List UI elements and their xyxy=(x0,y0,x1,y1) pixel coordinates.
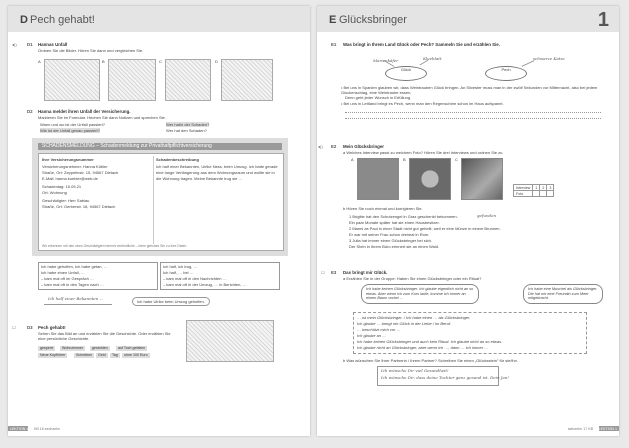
d3-tag-7: Geld xyxy=(98,353,106,357)
exercise-e1-label: E1 xyxy=(331,42,337,47)
exercise-d3-label: D3 xyxy=(27,325,33,330)
table-head-2: 2 xyxy=(540,185,547,191)
pic-label-a: A xyxy=(38,59,41,64)
wish-handwriting-2: Ich wünsche Dir, dass deine Tochter ganz gesund ist. Dein Jan! xyxy=(381,375,509,380)
form-field-insurance-number: Ihre Versicherungsnummer xyxy=(42,157,94,162)
table-row-foto: Foto xyxy=(514,191,533,197)
exercise-d2-heading: Hanna meldet ihren Unfall der Versicherung. xyxy=(38,109,131,114)
photo-c-coin-fountain xyxy=(461,158,503,200)
e2-task-b: b Hören Sie noch einmal und korrigieren Sie. xyxy=(343,206,423,211)
comic-picture-a xyxy=(44,59,100,101)
form-description-text: Ich half einer Bekannten, Ulrike Ness, beim Umzug. Ich hatte gerade eine lange Verlängerung aus dem Wohnungsraum und wollte sie in die Wohnung tragen. Meine Bekannte trug sie … xyxy=(156,164,278,181)
left-footer-page: KB 16 sechzehn xyxy=(34,427,61,431)
d3-tag-9: ohne 100 Euro xyxy=(124,353,148,357)
d2-option-d: Wer hat den Schaden? xyxy=(166,128,207,133)
comic-picture-b xyxy=(108,59,156,101)
d3-tag-3: gestohlen xyxy=(92,346,108,350)
book-spread xyxy=(8,6,621,440)
e3-phrase-5: Ich habe keinen Glücksbringer und auch kein Ritual. Ich glaube nicht an so etwas. xyxy=(357,339,503,344)
exercise-d1-heading: Hannas Unfall xyxy=(38,42,68,47)
pic-label-c: C xyxy=(159,59,162,64)
mindmap-bubble-bad-luck-label: Pech xyxy=(501,67,511,72)
phrase-left-4: – kam mal oft in den Tagen nach … xyxy=(41,282,104,287)
form-description-heading: Schadenbeschreibung xyxy=(156,157,199,162)
phrase-right-3: – kam mal oft in den Nachrichten … xyxy=(163,276,227,281)
speaking-icon: ☐ xyxy=(321,270,325,275)
photo-label-a: A xyxy=(351,157,354,162)
table-cell-answer[interactable] xyxy=(547,191,554,197)
exercise-d1-instruction: Ordnen Sie die Bilder. Hören Sie dann und vergleichen Sie. xyxy=(38,48,144,53)
exercise-d1-label: D1 xyxy=(27,42,33,47)
exercise-e2-label: E2 xyxy=(331,144,337,149)
e3-phrase-3: … beschützt mich vor … xyxy=(357,327,401,332)
table-cell-answer[interactable] xyxy=(540,191,547,197)
example-answer-box: Ich habe Ulrike beim Umzug geholfen. xyxy=(132,297,210,306)
exercise-e3-label: E3 xyxy=(331,270,337,275)
form-field-injured-party: Geschädigter: Herr Sabiau xyxy=(42,198,90,203)
left-footer-section: LEKTION 1 xyxy=(10,427,29,431)
left-page-header xyxy=(8,6,310,32)
writing-line xyxy=(345,118,601,119)
form-field-policyholder: Versicherungsnehmer: Hanna Kübler xyxy=(42,164,108,169)
e2-statement-5: 3 Julia hat immer einen Glücksbringer bei sich. xyxy=(349,238,432,243)
phrase-right-1: Ich half, ich trug, … xyxy=(163,264,198,269)
e2-statement-3: 2 Manni as Paul in einer Stadt nicht gut geheilt, weil er eine Münze in einem Brunnen. xyxy=(349,226,501,231)
e1-bullet-2: • Bei uns in Lettland bringt es Pech, wenn man den Regenschirm schon im Haus aufspannt. xyxy=(341,101,504,106)
d3-tag-8: Tag xyxy=(112,353,118,357)
right-page-header xyxy=(317,6,619,32)
form-field-date: Schadentag: 15.05.21 xyxy=(42,184,82,189)
d2-option-b: Wie ist der Unfall genau passiert? xyxy=(40,128,100,133)
writing-line xyxy=(345,112,601,113)
handwriting-example: Ich half einer Bekannten … xyxy=(48,296,104,301)
comic-picture-d xyxy=(221,59,273,101)
e3-phrase-6: Ich glaube nicht an Glücksbringer, aber wenn ich …, dann … ich immer … xyxy=(357,345,489,350)
e3-task-a: a Erzählen Sie in der Gruppe: Haben Sie einen Glücksbringer oder ein Ritual? xyxy=(343,276,482,281)
d3-tag-1: gesperrt xyxy=(40,346,54,350)
exercise-d3-instruction: Sehen Sie das Bild an und erzählen Sie die Geschichte. Oder erzählen Sie eine persönliche Geschichte. xyxy=(38,331,171,341)
exercise-d2-label: D2 xyxy=(27,109,33,114)
pic-label-d: D xyxy=(215,59,218,64)
phrase-left-3: – kam mal oft im Gespräch … xyxy=(41,276,94,281)
table-head-1: 1 xyxy=(533,185,540,191)
exercise-d3-heading: Pech gehabt! xyxy=(38,325,66,330)
phrase-right-2: Ich half, … bei … xyxy=(163,270,194,275)
right-page xyxy=(317,6,619,436)
e1-bullet-1-text: Bei uns in Spanien glauben wir, dass Weintrauben Glück bringen. An Silvester muss man in der zwölf Sekunden vor Mitternacht, also bei jedem Glockenschlag, eine Weintraube essen. xyxy=(341,85,598,95)
comic-picture-c xyxy=(165,59,211,101)
audio-icon: ◂)) xyxy=(12,42,17,47)
e3-phrase-1: … ist mein Glücksbringer. / Ich habe einen … als Glücksbringer. xyxy=(357,315,471,320)
mindmap-connector xyxy=(419,60,428,66)
photo-label-c: C xyxy=(455,157,458,162)
section-letter-e: E xyxy=(329,14,337,26)
d3-tag-5: Neue Kopfhörer xyxy=(40,353,66,357)
e2-task-a: a Welches Interview passt zu welchem Foto? Hören Sie drei Interviews und ordnen Sie zu. xyxy=(343,150,504,155)
exercise-d2-instruction: Markieren Sie im Formular. Hechen Sie dann Notizen und sprechen Sie. xyxy=(38,115,166,120)
mindmap-word-ladybird: Marienkäfer xyxy=(373,58,399,63)
speaking-icon: ☐ xyxy=(12,325,16,330)
e2-statement-2: Ein paar Monate später hat sie einen Hausbesitzer. xyxy=(349,220,440,225)
exercise-e1-heading: Was bringt in Ihrem Land Glück oder Pech? Sammeln Sie und erzählen Sie. xyxy=(343,42,500,47)
e2-correction: gefunden xyxy=(477,213,497,218)
photo-b-heart-stone xyxy=(409,158,451,200)
e1-bullet-1: • Bei uns in Spanien glauben wir, dass Weintrauben Glück bringen. An Silvester muss man in der zwölf Sekunden vor Mitternacht, also bei jedem Glockenschlag, eine Weintraube essen. xyxy=(341,85,598,95)
e1-bullet-2-text: Bei uns in Lettland bringt es Pech, wenn man den Regenschirm schon im Haus aufspannt. xyxy=(343,101,504,106)
right-page-title: Glücksbringer xyxy=(339,14,407,26)
e2-statement-6: Der Stein in ihrem Büro erinnert sie an einen Wald. xyxy=(349,244,440,249)
table-head-interview: Interview xyxy=(514,185,533,191)
form-footer-note: Wir erkennen mit den oben Geschädigten hiermit verbindliche – beim gleiches Sie zu Ihre Daten xyxy=(42,244,187,248)
phrase-right-4: – kam mal oft in der Umzug, … in Berichten, … xyxy=(163,282,247,287)
e2-statement-4: Er war mit seiner Frau schon dreimal in Rom. xyxy=(349,232,430,237)
form-divider xyxy=(153,156,154,244)
mindmap-bubble-bad-luck xyxy=(485,66,527,81)
phrase-left-1: Ich habe geholfen, Ich habe getan, … xyxy=(41,264,108,269)
mindmap-word-black-cat: schwarze Katze xyxy=(533,56,565,61)
phrase-left-2: Ich habe einen Unfall, … xyxy=(41,270,85,275)
exercise-e3-heading: Das bringt mir Glück. xyxy=(343,270,388,275)
left-page-title: Pech gehabt! xyxy=(30,14,95,26)
table-head-3: 3 xyxy=(547,185,554,191)
table-cell-answer[interactable] xyxy=(533,191,540,197)
chapter-number: 1 xyxy=(597,9,609,31)
photo-a-figurine xyxy=(357,158,399,200)
d3-tag-2: Wohnzimmer xyxy=(62,346,84,350)
e3-phrase-2: Ich glaube … bringt mir Glück in der Liebe / im Beruf. xyxy=(357,321,452,326)
form-field-injured-address: Straße, Ort: Gerberstr. 18, 94567 Dietach xyxy=(42,204,116,209)
photo-label-b: B xyxy=(403,157,406,162)
d3-tag-4: auf Toch gefallen xyxy=(118,346,146,350)
e1-bullet-1-cont: Denn geht jeder Wunsch in Erfüllung. xyxy=(345,95,412,100)
right-footer-page: siebzehn 17 KB xyxy=(567,427,593,431)
left-page xyxy=(8,6,310,436)
e3-phrase-4: Ich glaube an … xyxy=(357,333,387,338)
section-letter-d: D xyxy=(20,14,28,26)
right-footer-section: LEKTION 1 xyxy=(598,427,617,431)
d2-option-c: Wer hat/n der Schaden? xyxy=(166,122,210,127)
d3-tag-6: Schreiben xyxy=(76,353,93,357)
exercise-e2-heading: Mein Glücksbringer xyxy=(343,144,384,149)
form-field-address: Straße, Ort: Zeppelinstr. 15, 94567 Dietach xyxy=(42,170,119,175)
d3-cartoon-picture xyxy=(186,320,274,362)
audio-icon: ◂)) xyxy=(318,144,323,149)
insurance-form-title-band: SCHADENSMELDUNG – Schadenmeldung zur Privathaftpflichtversicherung xyxy=(38,143,282,150)
e3-task-b: b Was wünschen Sie Ihrer Partnerin / Ihrem Partner? Schreiben Sie einen „Glücksstein" für sie/ihn. xyxy=(343,358,518,363)
e2-statement-1: 1 Brigitte hat den Schutzengel in Graz geschenkt bekommen. xyxy=(349,214,458,219)
mindmap-connector xyxy=(521,60,534,67)
form-field-place: Ort: Wohnung xyxy=(42,190,67,195)
wish-handwriting-1: Ich wünsche Dir viel Gesundheit! xyxy=(381,368,449,373)
form-field-email: E-Mail: hanna.kuebler@web.de xyxy=(42,176,98,181)
mindmap-word-clover: Kleeblatt xyxy=(423,56,442,61)
mindmap-bubble-luck-label: Glück xyxy=(400,67,412,72)
interview-matching-table xyxy=(513,184,554,197)
d2-option-a: Wann und wo ist der Unfall passiert? xyxy=(40,122,105,127)
pic-label-b: B xyxy=(102,59,105,64)
speech-bubble-no-charm: Ich habe keinen Glücksbringer. Ich glaube eigentlich nicht an so etwas. Aber wenn ich zum Kurs laufe, komme ich immer an einem Baum vorbei … xyxy=(361,284,479,304)
speech-bubble-shell: Ich habe eine Muschel als Glücksbringer. Die hat mir eine Freundin zum Meer mitgebracht. xyxy=(523,284,603,304)
mindmap-bubble-luck xyxy=(385,66,427,81)
